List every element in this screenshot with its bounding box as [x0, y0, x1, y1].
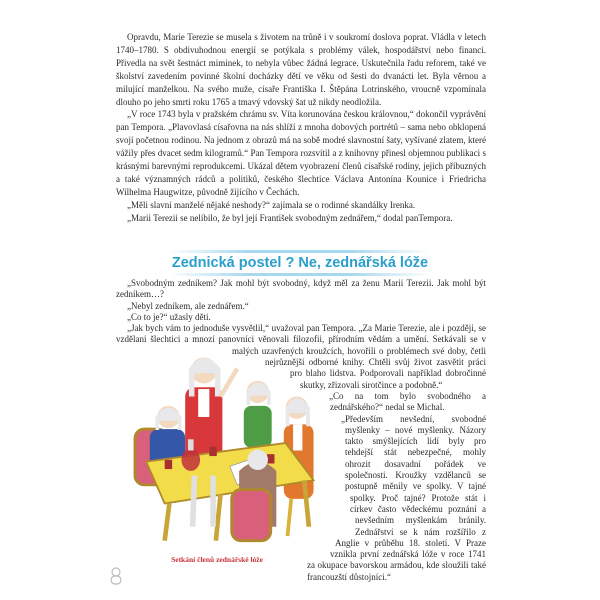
paragraph: „Měli slavní manželé nějaké neshody?“ zajímala se o rodinné skandálky Irenka.	[127, 199, 416, 210]
paragraph: „Co to je?“ užasly děti.	[127, 311, 211, 322]
section-heading: Zednická postel ? Ne, zednářská lóže	[171, 255, 429, 271]
heading-band-bottom	[170, 273, 430, 276]
paragraph: „Jak bych vám to jednoduše vysvětlil,“ uvažoval pan Tempora. „Za Marie Terezie, ale i později, se vzdělaní šlechtici a mnozí panovníci věnovali filozofii, přírodním vědám a umění. Setkávali se v malých uzavřených kroužcích, hovořili o problémech své doby, četli nejrůznější odborné knihy. Chtěli svůj život zasvětit práci pro blaho lidstva. Podporovali například dobročinné skutky, zřizovali sirotčince a podobně.“	[116, 323, 486, 390]
paragraph: „Především nevšední, svobodné myšlenky – nové myšlenky. Názory takto smýšlejících lidí byly pro tehdejší stát nebezpečné, mohly ohrozit dosavadní pořádek ve společnosti. Kroužky vzdělanců se postupně měnily ve spolky. V tajné spolky. Proč tajné? Protože stát i církev často vědeckému poznání a nevšedním myšlenkám bránily. Zednářství se k nám rozšířilo z Anglie v průběhu 18. století. V Praze vznikla první zednářská lóže v roce 1741 za okupace bavorskou armádou, kde sloužili také francouzští důstojníci.“	[307, 413, 486, 582]
paragraph: „Svobodným zedníkem? Jak mohl být svobodný, když měl za ženu Marii Terezii. Jak mohl být zedníkem…?	[116, 278, 486, 300]
heading-band-top	[170, 250, 430, 253]
intro-text	[116, 31, 486, 225]
masonic-lodge-illustration	[120, 350, 335, 550]
paragraph: Opravdu, Marie Terezie se musela s životem na trůně i v soukromí doslova poprat. Vládla v letech 1740–1780. S obdivuhodnou energií se potýkala s problémy válek, hospodářství nebo financí. Přivedla na svět šestnáct miminek, to nebyla vůbec žádná legrace. Uskutečnila řadu reforem, také ve školství zavedením povinné školní docházky dětí ve věku od šesti do dvanácti let. Byla věrnou a milující manželkou. Na svého muže, císaře Františka I. Štěpána Lotrinského, vroucně vzpomínala dlouho po jeho smrti roku 1765 a tmavý vdovský šat už nikdy neodložila.	[116, 32, 486, 107]
page-ornament-icon	[109, 567, 123, 585]
section-heading-banner	[170, 250, 430, 276]
paragraph: „Marii Terezii se nelíbilo, že byl její František svobodným zednářem,“ dodal panTempora.	[127, 212, 453, 223]
paragraph: „Nebyl zedníkem, ale zednářem.“	[127, 300, 249, 311]
paragraph: „Co na tom bylo svobodného a zednářského?“ nedal se Michal.	[329, 390, 486, 413]
illustration-caption: Setkání členů zednářské lóže	[171, 555, 263, 564]
paragraph: „V roce 1743 byla v pražském chrámu sv. Víta korunována českou královnou,“ dokončil vyprávění pan Tempora. „Plavovlasá císařovna na nás shlíží z mnoha dobových portrétů – sama nebo obklopená svojí početnou rodinou. Na jednom z obrazů má na sobě modré slavnostní šaty, vyšívané zlatem, které vážily přes dvacet sedm kilogramů.“ Pan Tempora rozsvítil a z knihovny přinesl objemnou publikaci s krásnými barevnými reprodukcemi. Ukázal dětem vyobrazení členů císařské rodiny, jejich příbuzných a také významných rádců a politiků, českého šlechtice Václava Antonína Kounice i Friedricha Wilhelma Haugwitze, původně žijícího v Čechách.	[116, 109, 486, 197]
